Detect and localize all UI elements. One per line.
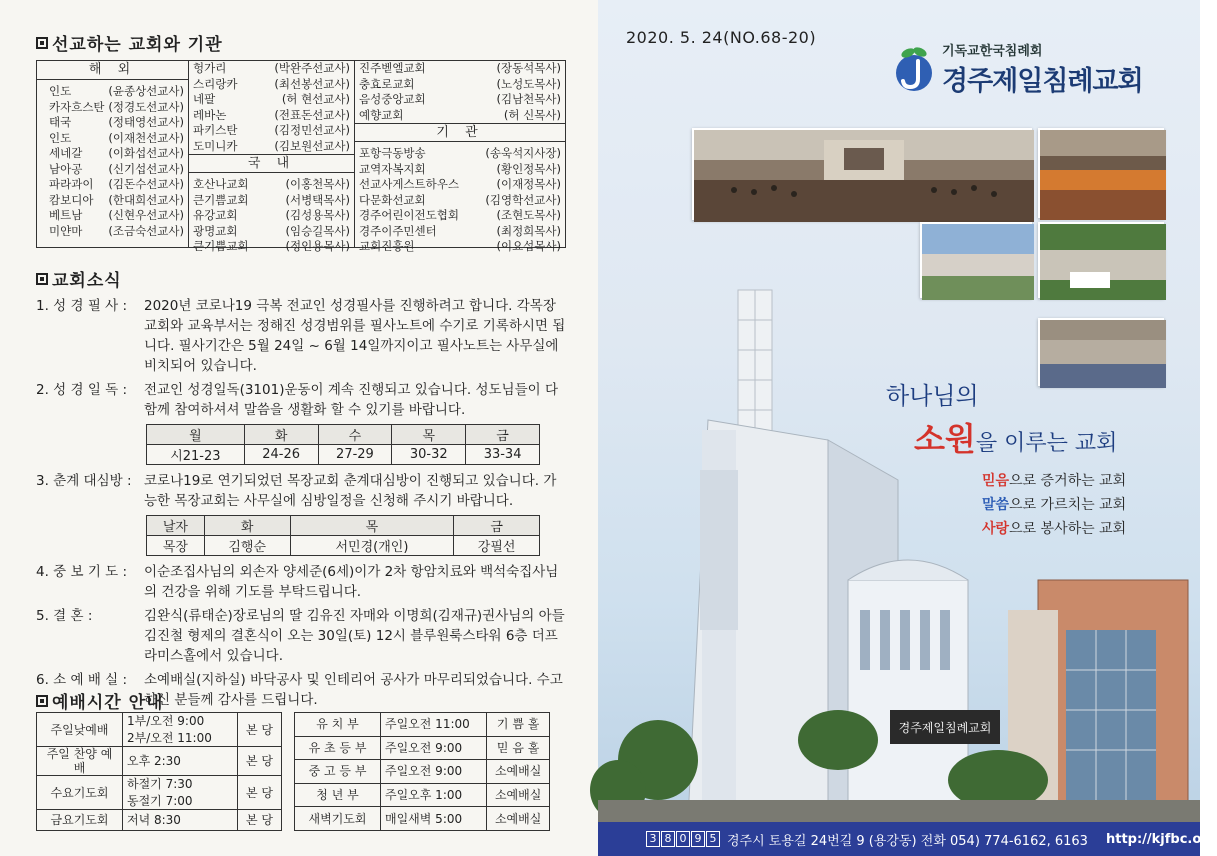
table-cell: 27-29: [318, 445, 392, 465]
table-cell: 화: [204, 516, 290, 536]
table-cell: 소예배실: [487, 783, 550, 807]
news-section-title: 교회소식: [36, 266, 566, 291]
table-cell: 소예배실: [487, 807, 550, 831]
item-person: (박완주선교사): [274, 61, 350, 75]
table-cell: 24-26: [244, 445, 318, 465]
item-name: 파키스탄: [193, 123, 238, 137]
denomination-name: 기독교한국침례회: [942, 44, 1043, 59]
table-cell: 본 당: [237, 747, 281, 776]
motto-word: 말씀으로 가르치는 교회: [982, 497, 1127, 513]
list-item: [189, 92, 354, 108]
item-person: (황인정목사): [496, 161, 561, 176]
list-item: [37, 224, 188, 240]
item-name: 경주이주민센터: [359, 223, 437, 238]
list-item: [355, 92, 565, 108]
item-name: 남아공: [49, 161, 83, 176]
list-item: [37, 162, 188, 178]
news-text: 이순조집사님의 외손자 양세준(6세)이가 2차 항암치료와 백석숙집사님의 건강을 위해 기도를 부탁드립니다.: [144, 564, 559, 600]
table-cell: 날자: [147, 516, 205, 536]
group-photo-banner: [1038, 222, 1164, 298]
item-name: 다문화선교회: [359, 192, 426, 207]
table-cell: 월: [147, 425, 245, 445]
education-schedule-table: [294, 712, 550, 831]
visit-schedule-table: [146, 515, 540, 556]
overseas-column: [37, 61, 189, 247]
overseas-header: 해 외: [37, 61, 188, 80]
list-item: [355, 239, 565, 255]
table-cell: 믿 음 홀: [487, 736, 550, 760]
item-name: 예향교회: [359, 107, 404, 122]
news-label: 1. 성 경 필 사 :: [36, 298, 128, 314]
table-cell: 본 당: [237, 776, 281, 810]
item-person: (이홍천목사): [285, 177, 350, 191]
list-item: [355, 146, 565, 162]
item-person: (이재천선교사): [108, 130, 184, 145]
issue-date: 2020. 5. 24(NO.68-20): [626, 28, 817, 47]
item-person: (송욱석지사장): [485, 146, 561, 160]
list-item: [189, 61, 354, 77]
item-person: (이요섭목사): [496, 239, 561, 253]
item-name: 포항극동방송: [359, 146, 426, 160]
table-cell: 수: [318, 425, 392, 445]
list-item: [355, 224, 565, 240]
item-name: 광명교회: [193, 223, 238, 238]
footer-website-link[interactable]: http://kjfbc.org: [1105, 831, 1217, 847]
list-item: [37, 84, 188, 100]
item-person: (전표돈선교사): [274, 107, 350, 122]
item-person: (김보원선교사): [274, 138, 350, 153]
news-label: 3. 춘계 대심방 :: [36, 473, 132, 489]
news-section: [36, 266, 566, 710]
news-label: 4. 중 보 기 도 :: [36, 564, 128, 580]
worship-tables: [36, 712, 550, 831]
table-cell: 하절기 7:30: [123, 776, 238, 793]
table-cell: 오후 2:30: [123, 747, 238, 776]
list-item: [189, 123, 354, 139]
square-bullet-icon: [36, 37, 48, 49]
news-item: [36, 296, 566, 376]
group-photo-outdoor: [920, 222, 1032, 298]
list-item: [189, 177, 354, 193]
worship-section-title: 예배시간 안내: [36, 688, 163, 713]
slogan-rest: 을 이루는 교회: [975, 431, 1118, 456]
church-logo: [888, 40, 1143, 98]
item-name: 음성중앙교회: [359, 92, 426, 106]
item-person: (김정민선교사): [274, 123, 350, 137]
item-name: 헝가리: [193, 61, 227, 75]
news-text: 김완식(류태순)장로님의 딸 김유진 자매와 이명희(김재규)권사님의 아들 김진철 형제의 결혼식이 오는 30일(토) 12시 블루원룩스타워 6층 더프라미스홀에서 있습니다.: [144, 608, 565, 664]
table-cell: 김행순: [204, 536, 290, 556]
list-item: [37, 131, 188, 147]
news-text: 전교인 성경일독(3101)운동이 계속 진행되고 있습니다. 성도님들이 다함께 참여하셔셔 말씀을 생활화 할 수 있기를 바랍니다.: [144, 382, 558, 418]
news-label: 2. 성 경 일 독 :: [36, 382, 128, 398]
list-item: [189, 108, 354, 124]
table-cell: 서민경(개인): [290, 536, 454, 556]
table-cell: 금: [454, 516, 540, 536]
table-cell: 목: [392, 425, 466, 445]
table-cell: 중 고 등 부: [295, 760, 381, 784]
item-name: 도미니카: [193, 138, 238, 153]
item-person: (김돈수선교사): [108, 177, 184, 191]
table-cell: 유 치 부: [295, 713, 381, 737]
table-cell: 금요기도회: [37, 810, 123, 831]
list-item: [189, 239, 354, 255]
missions-section-title: 선교하는 교회와 기관: [36, 30, 566, 55]
table-cell: 화: [244, 425, 318, 445]
list-item: [189, 77, 354, 93]
item-name: 교회진흥원: [359, 239, 415, 253]
item-name: 네팔: [193, 92, 216, 106]
list-item: [37, 208, 188, 224]
item-person: (조현도목사): [496, 208, 561, 222]
slogan-line1: 하나님의: [886, 382, 979, 410]
news-item: [36, 380, 566, 420]
table-cell: 본 당: [237, 810, 281, 831]
overseas-domestic-column: [189, 61, 355, 253]
table-cell: 주일오전 9:00: [381, 736, 487, 760]
table-cell: 유 초 등 부: [295, 736, 381, 760]
item-person: (서병택목사): [285, 192, 350, 207]
table-cell: 매일새벽 5:00: [381, 807, 487, 831]
item-person: (김남천목사): [496, 92, 561, 106]
item-name: 미얀마: [49, 223, 83, 238]
item-person: (김영학선교사): [485, 192, 561, 207]
news-text: 소예배실(지하실) 바닥공사 및 인테리어 공사가 마무리되었습니다. 수고하신 분들께 감사를 드립니다.: [144, 672, 563, 708]
table-cell: 시21-23: [147, 445, 245, 465]
table-cell: 새벽기도회: [295, 807, 381, 831]
item-person: (이화섭선교사): [108, 146, 184, 160]
table-cell: 목: [290, 516, 454, 536]
news-label: 5. 결 혼 :: [36, 608, 93, 624]
item-name: 레바논: [193, 107, 227, 122]
list-item: [37, 177, 188, 193]
item-name: 카자흐스탄: [49, 99, 105, 114]
table-cell: 저녁 8:30: [123, 810, 238, 831]
item-name: 유강교회: [193, 208, 238, 222]
reading-schedule-table: [146, 424, 540, 465]
list-item: [355, 208, 565, 224]
org-header: 기 관: [355, 123, 565, 142]
item-name: 큰기쁨교회: [193, 239, 249, 253]
item-name: 충효로교회: [359, 76, 415, 91]
item-name: 스리랑카: [193, 76, 238, 91]
item-person: (허 현선교사): [281, 92, 350, 106]
table-cell: 2부/오전 11:00: [123, 730, 238, 747]
square-bullet-icon: [36, 695, 48, 707]
list-item: [355, 61, 565, 77]
table-cell: 주일오전 9:00: [381, 760, 487, 784]
building-sign-text: 경주제일침례교회: [898, 721, 992, 735]
news-item: [36, 471, 566, 511]
item-person: (김성용목사): [285, 208, 350, 222]
table-cell: 금: [466, 425, 540, 445]
item-name: 선교사게스트하우스: [359, 177, 459, 191]
item-person: (이재정목사): [496, 177, 561, 191]
list-item: [189, 208, 354, 224]
domestic-header: 국 내: [189, 154, 354, 173]
table-cell: 본 당: [237, 713, 281, 747]
table-cell: 소예배실: [487, 760, 550, 784]
item-name: 캄보디아: [49, 192, 94, 207]
list-item: [189, 193, 354, 209]
item-person: (조금숙선교사): [108, 223, 184, 238]
zip-code: 3 8 0 9 5: [646, 831, 721, 847]
footer-address: 경주시 토용길 24번길 9 (용강동) 전화 054) 774-6162, 6163: [727, 833, 1088, 849]
table-cell: 기 쁨 홀: [487, 713, 550, 737]
list-item: [189, 139, 354, 155]
item-name: 교역자복지회: [359, 161, 426, 176]
item-name: 경주어린이전도협회: [359, 208, 459, 222]
table-cell: 주일 찬양 예배: [37, 747, 123, 776]
item-name: 인도: [49, 130, 72, 145]
item-name: 큰기쁨교회: [193, 192, 249, 207]
item-person: (신현우선교사): [108, 208, 184, 222]
item-name: 파라과이: [49, 177, 94, 191]
news-text: 코로나19로 연기되었던 목장교회 춘계대심방이 진행되고 있습니다. 가능한 목장교회는 사무실에 심방일정을 신청해 주시기 바랍니다.: [144, 473, 557, 509]
sanctuary-photo: [692, 128, 1032, 220]
table-cell: 주일오후 1:00: [381, 783, 487, 807]
news-item: [36, 562, 566, 602]
item-person: (정인용목사): [285, 239, 350, 253]
item-person: (최선봉선교사): [274, 76, 350, 91]
list-item: [37, 193, 188, 209]
item-name: 베트남: [49, 208, 83, 222]
church-building-illustration: [598, 290, 1200, 822]
item-name: 진주벧엘교회: [359, 61, 426, 75]
news-text: 2020년 코로나19 극복 전교인 성경필사를 진행하려고 합니다. 각목장교회와 교육부서는 정해진 성경범위를 필사노트에 수기로 기록하시면 됩니다. 필사기간은 5월 24일 ~ 6월 14일까지이고 필사노트는 사무실에 비치되어 있습니다.: [144, 298, 566, 374]
table-cell: 동절기 7:00: [123, 793, 238, 810]
worship-schedule-table: [36, 712, 282, 831]
table-cell: 주일낮예배: [37, 713, 123, 747]
item-person: (정태영선교사): [108, 115, 184, 129]
slogan-accent: 소원: [914, 420, 976, 458]
square-bullet-icon: [36, 273, 48, 285]
domestic-org-column: [355, 61, 565, 253]
news-item: [36, 606, 566, 666]
item-person: (신기섭선교사): [108, 161, 184, 176]
list-item: [355, 108, 565, 124]
table-cell: 강필선: [454, 536, 540, 556]
item-person: (정경도선교사): [108, 99, 184, 114]
item-person: (임승길목사): [285, 223, 350, 238]
item-name: 태국: [49, 115, 72, 129]
table-cell: 1부/오전 9:00: [123, 713, 238, 730]
item-name: 호산나교회: [193, 177, 249, 191]
table-cell: 30-32: [392, 445, 466, 465]
footer-bar: [598, 822, 1217, 856]
table-cell: 주일오전 11:00: [381, 713, 487, 737]
motto-faith: 믿음으로 증거하는 교회: [982, 473, 1127, 489]
leaf-j-logo-icon: [888, 43, 940, 95]
item-person: (최정희목사): [496, 223, 561, 238]
missions-table: [36, 60, 566, 253]
table-cell: 목장: [147, 536, 205, 556]
table-cell: 33-34: [466, 445, 540, 465]
motto-love: 사랑으로 봉사하는 교회: [982, 521, 1127, 537]
item-person: (허 신목사): [503, 107, 561, 122]
cover-panel: [598, 0, 1217, 856]
item-person: (장동석목사): [496, 61, 561, 75]
item-person: (노성도목사): [496, 76, 561, 91]
list-item: [37, 100, 188, 116]
news-label: 6. 소 예 배 실 :: [36, 672, 128, 688]
item-name: 세네갈: [49, 146, 83, 160]
item-name: 인도: [49, 84, 72, 98]
list-item: [355, 193, 565, 209]
list-item: [37, 146, 188, 162]
list-item: [355, 77, 565, 93]
list-item: [355, 162, 565, 178]
item-person: (한대희선교사): [108, 192, 184, 207]
list-item: [37, 115, 188, 131]
item-person: (윤종상선교사): [108, 84, 184, 98]
table-cell: 청 년 부: [295, 783, 381, 807]
list-item: [355, 177, 565, 193]
congregation-photo: [1038, 128, 1164, 218]
list-item: [189, 224, 354, 240]
church-name: 경주제일침례교회: [942, 66, 1143, 97]
table-cell: 수요기도회: [37, 776, 123, 810]
